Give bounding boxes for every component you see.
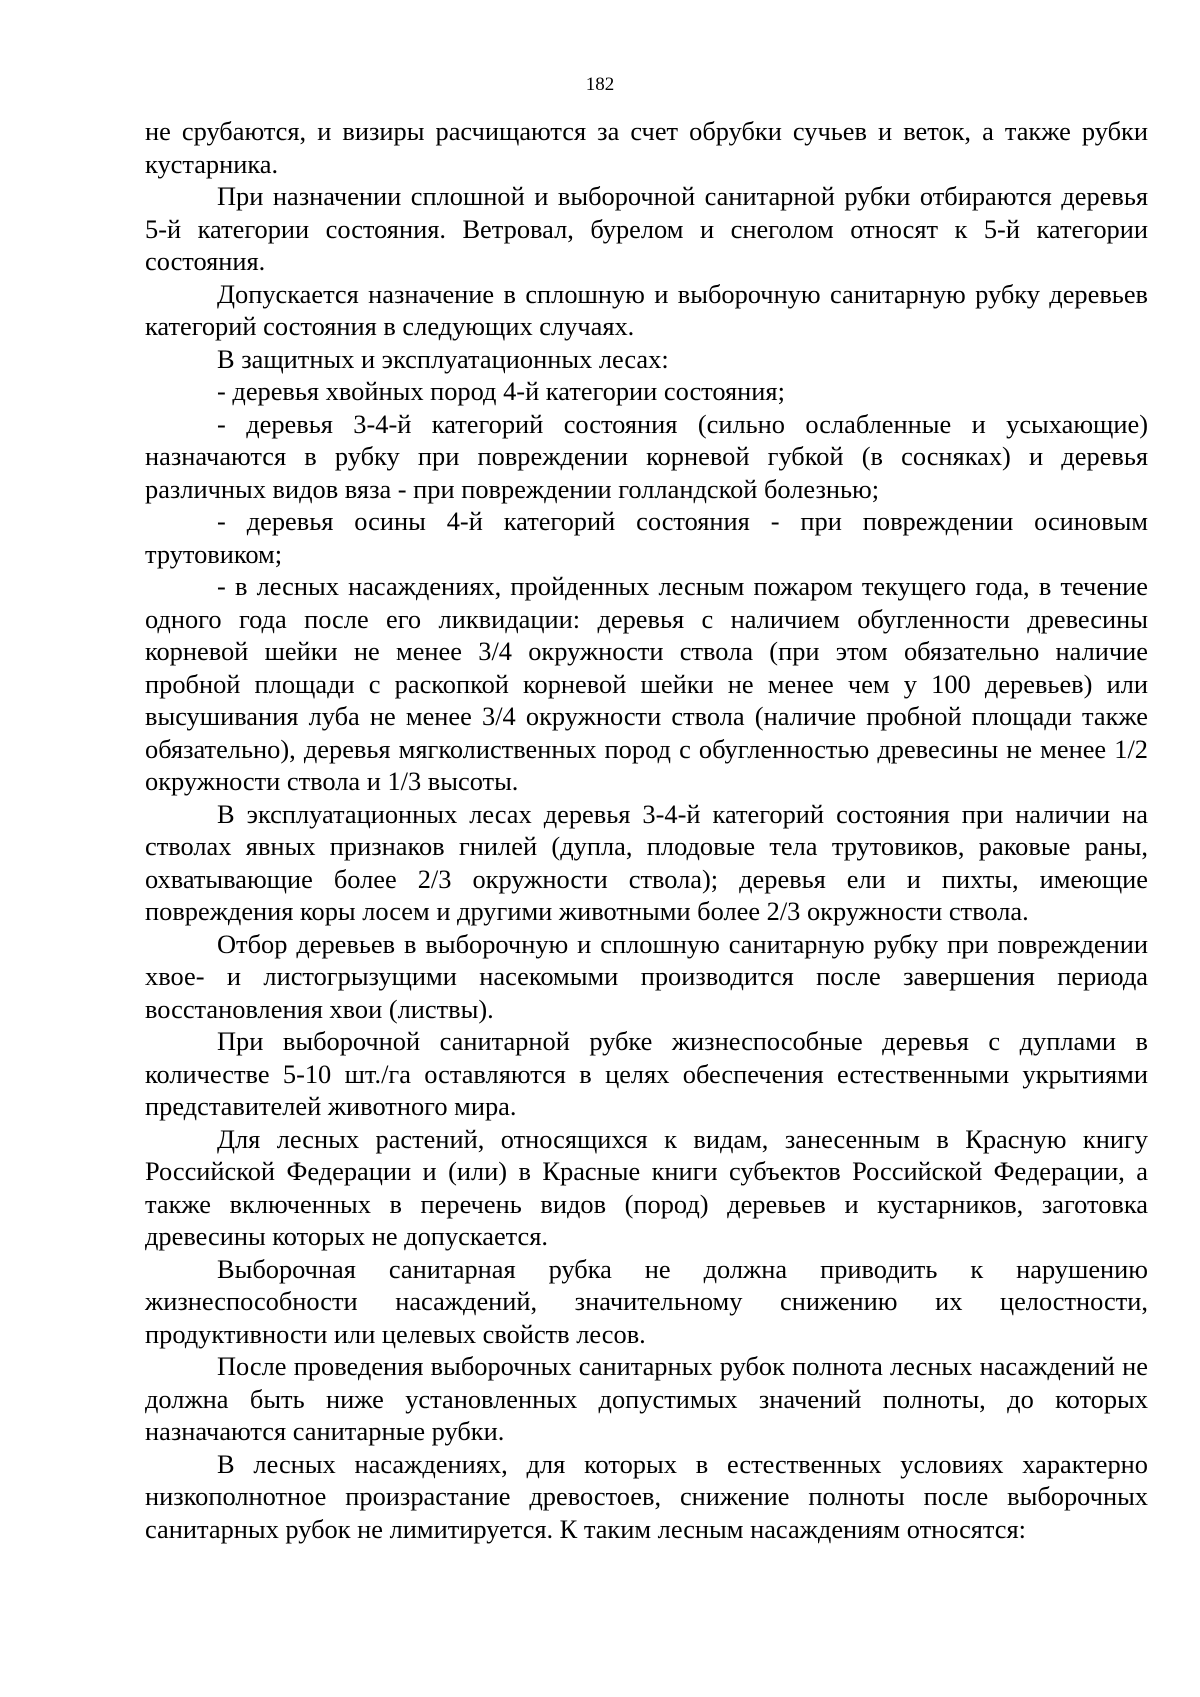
paragraph: не срубаются, и визиры расчищаются за счет обрубки сучьев и веток, а также рубки кустарника.	[145, 116, 1148, 179]
paragraph: Выборочная санитарная рубка не должна приводить к нарушению жизнеспособности насаждений, значительному снижению их целостности, продуктивности или целевых свойств лесов.	[145, 1253, 1148, 1349]
page-number: 182	[585, 74, 615, 95]
list-item: - деревья 3-4-й категорий состояния (сильно ослабленные и усыхающие) назначаются в рубку при повреждении корневой губкой (в сосняках) и деревья различных видов вяза - при повреждении голландской болезнью;	[145, 408, 1148, 504]
paragraph: В лесных насаждениях, для которых в естественных условиях характерно низкополнотное произрастание древостоев, снижение полноты после выборочных санитарных рубок не лимитируется. К таким лесным насаждениям относятся:	[145, 1448, 1148, 1544]
paragraph: В эксплуатационных лесах деревья 3-4-й категорий состояния при наличии на стволах явных признаков гнилей (дупла, плодовые тела трутовиков, раковые раны, охватывающие более 2/3 окружности ствола); деревья ели и пихты, имеющие повреждения коры лосем и другими животными более 2/3 окружности ствола.	[145, 798, 1148, 926]
paragraph: В защитных и эксплуатационных лесах:	[217, 343, 669, 374]
list-item: - деревья осины 4-й категорий состояния - при повреждении осиновым трутовиком;	[145, 506, 1148, 569]
paragraph: После проведения выборочных санитарных рубок полнота лесных насаждений не должна быть ниже установленных допустимых значений полноты, до которых назначаются санитарные рубки.	[145, 1351, 1148, 1446]
list-item: - в лесных насаждениях, пройденных лесным пожаром текущего года, в течение одного года после его ликвидации: деревья с наличием обугленности древесины корневой шейки не менее 3/4 окружности ствола (при этом обязательно наличие пробной площади с раскопкой корневой шейки не менее чем у 100 деревьев) или высушивания луба не менее 3/4 окружности ствола (наличие пробной площади также обязательно), деревья мягколиственных пород с обугленностью древесины не менее 1/2 окружности ствола и 1/3 высоты.	[145, 571, 1148, 796]
body-text	[145, 115, 1148, 1545]
paragraph: При назначении сплошной и выборочной санитарной рубки отбираются деревья 5-й категории состояния. Ветровал, бурелом и снеголом относят к 5-й категории состояния.	[145, 181, 1148, 276]
paragraph: При выборочной санитарной рубке жизнеспособные деревья с дуплами в количестве 5-10 шт./га оставляются в целях обеспечения естественными укрытиями представителей животного мира.	[145, 1026, 1148, 1121]
paragraph: Для лесных растений, относящихся к видам, занесенным в Красную книгу Российской Федерации и (или) в Красные книги субъектов Российской Федерации, а также включенных в перечень видов (пород) деревьев и кустарников, заготовка древесины которых не допускается.	[145, 1123, 1148, 1251]
list-item: - деревья хвойных пород 4-й категории состояния;	[217, 376, 785, 406]
paragraph: Отбор деревьев в выборочную и сплошную санитарную рубку при повреждении хвое- и листогрызущими насекомыми производится после завершения периода восстановления хвои (листвы).	[145, 928, 1148, 1024]
paragraph: Допускается назначение в сплошную и выборочную санитарную рубку деревьев категорий состояния в следующих случаях.	[145, 278, 1148, 341]
